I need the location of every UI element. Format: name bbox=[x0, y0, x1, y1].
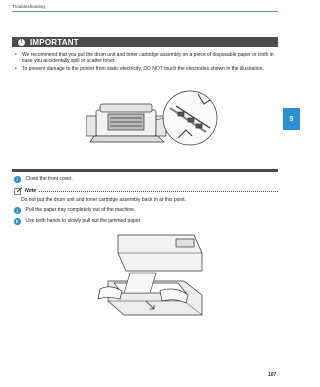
important-bullet: • To prevent damage to the printer from static electricity, DO NOT touch the electrodes shown in the illustration. bbox=[14, 66, 276, 72]
note-rule bbox=[39, 191, 278, 192]
step-number-badge: j bbox=[14, 207, 21, 214]
step-pull-jammed-paper bbox=[14, 218, 141, 225]
note-header bbox=[14, 187, 278, 195]
running-header: Troubleshooting bbox=[12, 4, 45, 9]
step-number-badge: k bbox=[14, 218, 21, 225]
electrode-detail-drawing bbox=[156, 91, 217, 145]
step-text: Use both hands to slowly pull out the jammed paper. bbox=[25, 218, 142, 225]
important-bullet-list bbox=[14, 52, 276, 74]
step-text: Pull the paper tray completely out of the machine. bbox=[25, 207, 136, 214]
page-number: 107 bbox=[268, 372, 277, 378]
drum-unit-illustration bbox=[86, 86, 218, 160]
step-close-front-cover bbox=[14, 176, 73, 183]
header-rule bbox=[12, 11, 278, 12]
step-pull-paper-tray bbox=[14, 207, 135, 214]
step-text: Close the front cover. bbox=[25, 176, 73, 183]
drum-unit-drawing bbox=[86, 104, 166, 142]
exclamation-icon: ! bbox=[18, 39, 25, 46]
paper-tray-illustration bbox=[90, 231, 210, 326]
note-label: Note bbox=[25, 188, 37, 194]
chapter-tab: 5 bbox=[283, 108, 300, 130]
note-text: Do not put the drum unit and toner cartridge assembly back in at this point. bbox=[21, 197, 187, 203]
pencil-note-icon bbox=[14, 187, 23, 195]
section-divider bbox=[12, 169, 278, 172]
important-banner bbox=[12, 37, 278, 47]
step-number-badge: i bbox=[14, 176, 21, 183]
important-bullet: • We recommend that you put the drum unit and toner cartridge assembly on a piece of disposable paper or cloth in case you accidentally spill or scatter toner. bbox=[14, 52, 276, 65]
important-title: IMPORTANT bbox=[30, 37, 79, 47]
